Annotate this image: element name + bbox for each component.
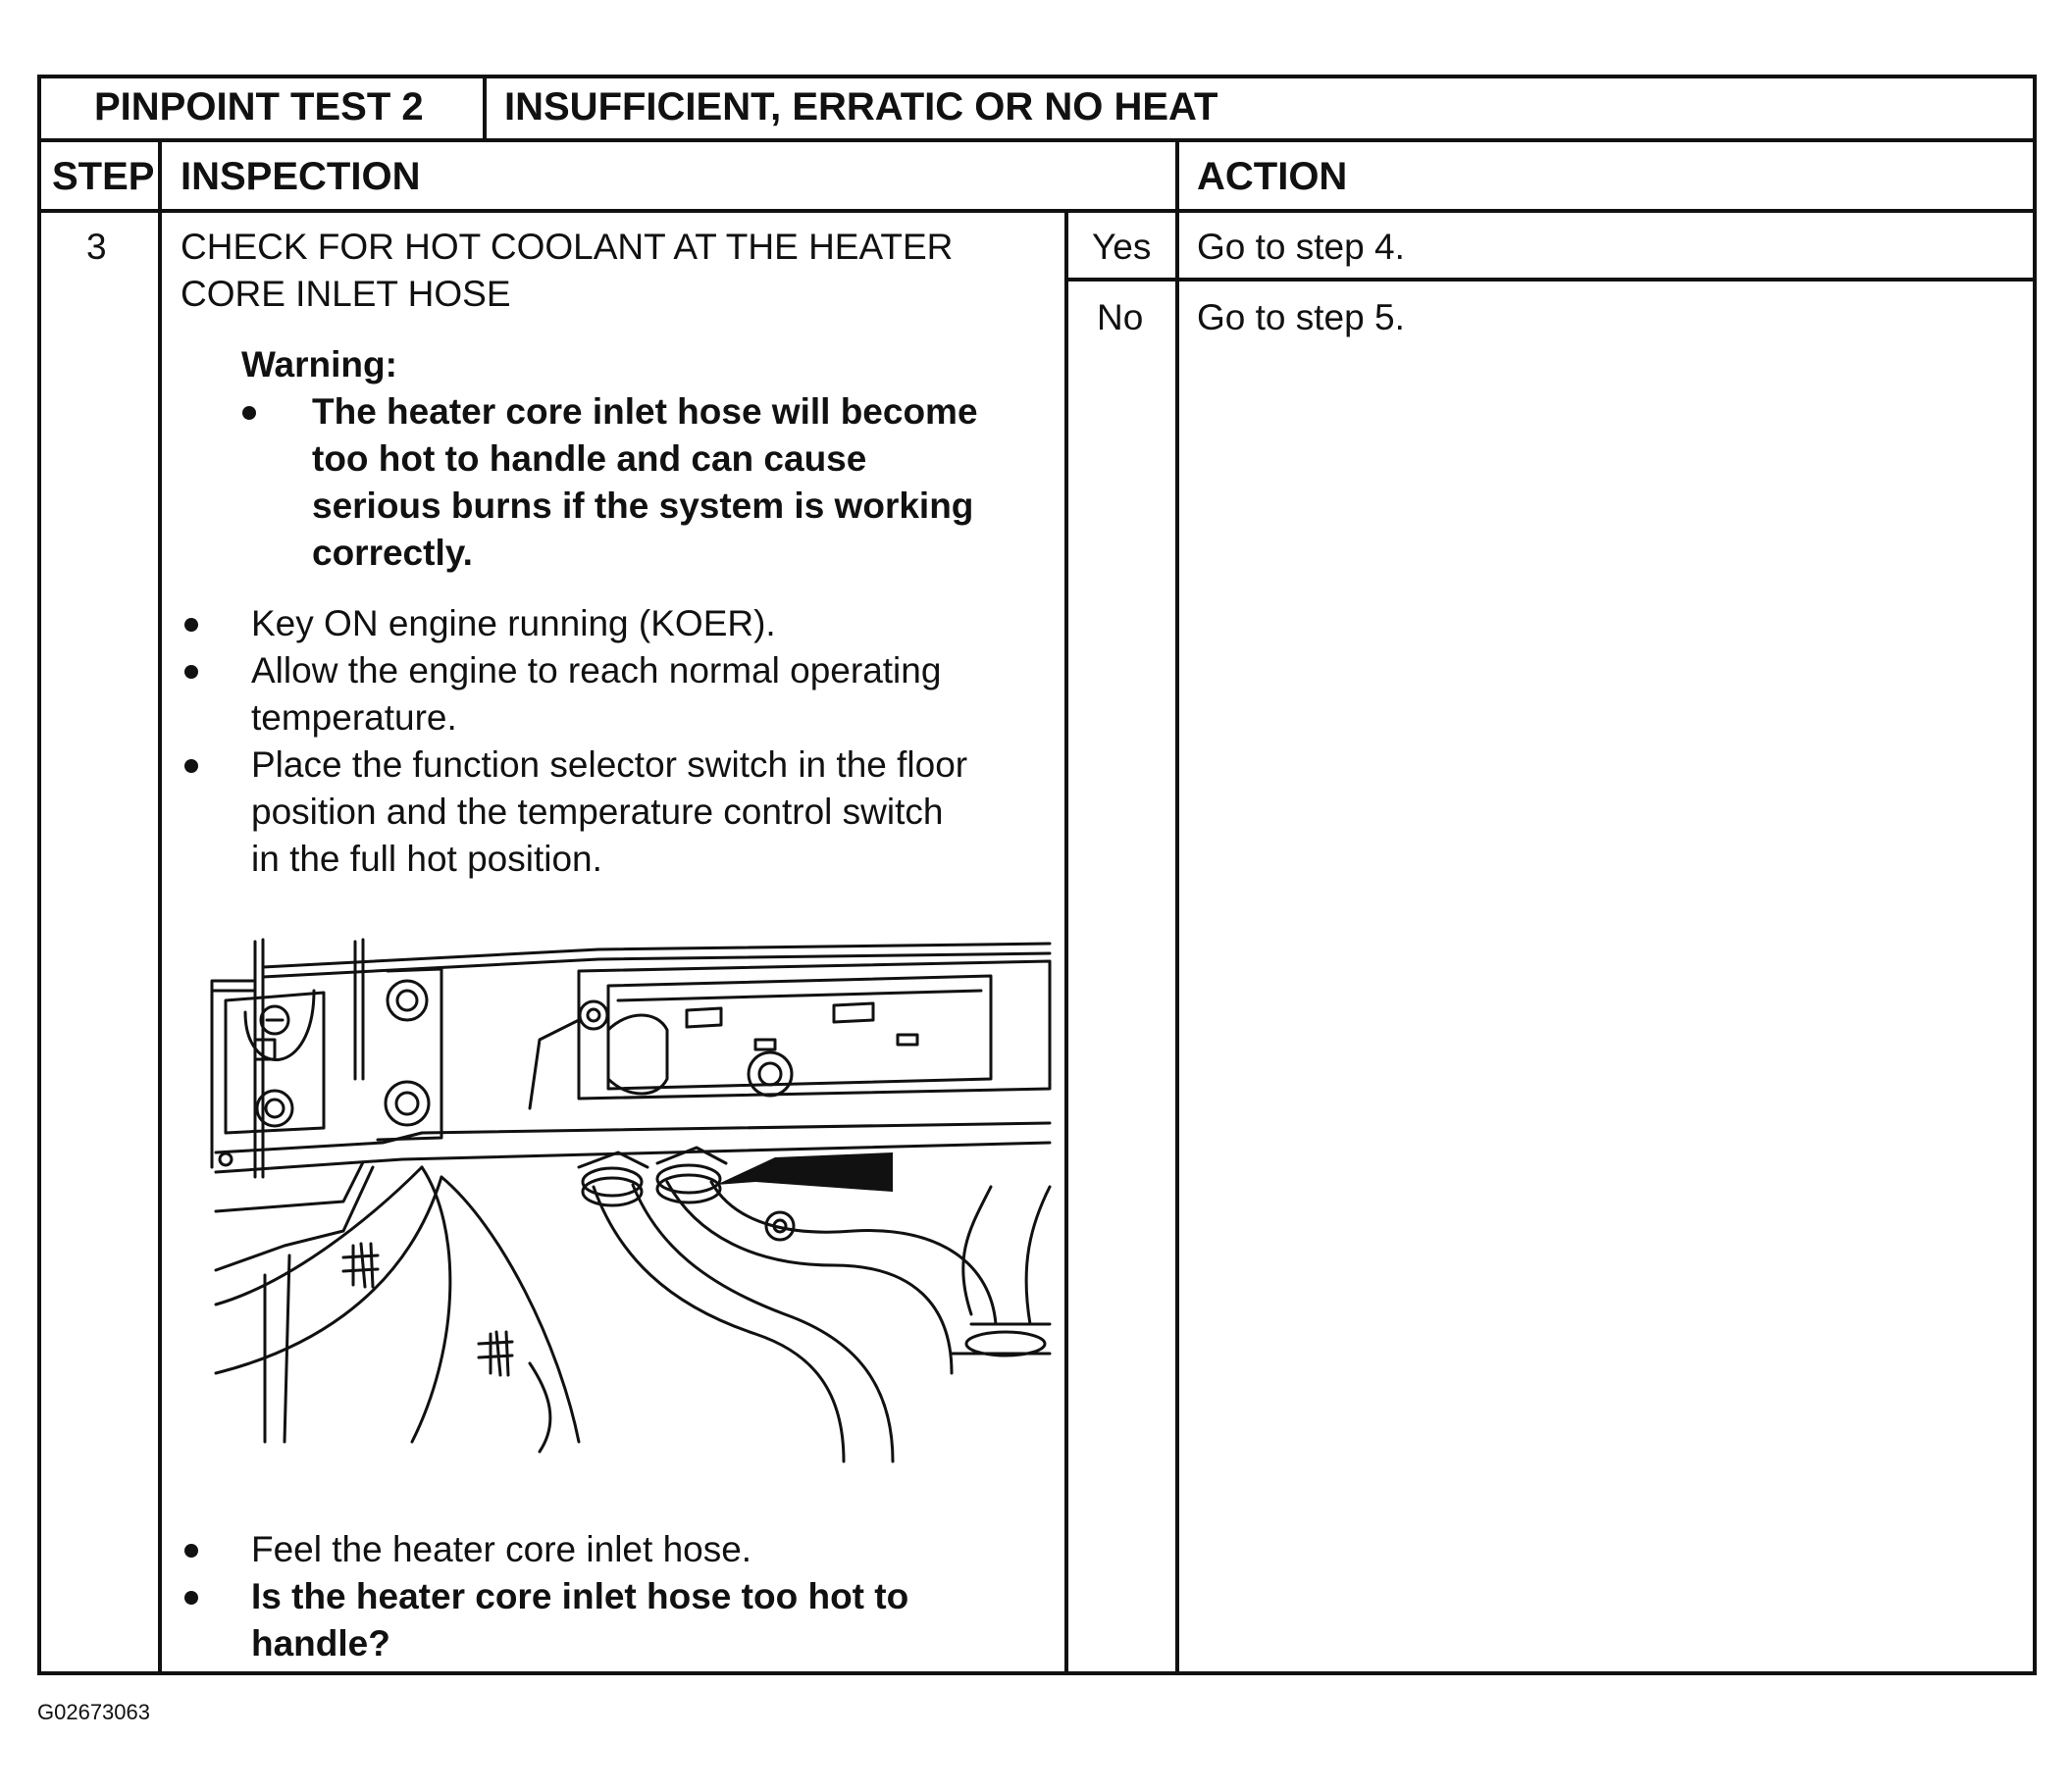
column-header-divider [37, 209, 2037, 213]
step-bullet [184, 665, 198, 679]
step-question-line: Is the heater core inlet hose too hot to [251, 1576, 909, 1616]
step-item-line: in the full hot position. [251, 839, 602, 879]
inspection-column-header: INSPECTION [181, 155, 421, 198]
warning-line: serious burns if the system is working [312, 486, 974, 526]
action-no: Go to step 5. [1197, 297, 1405, 337]
step-item-line: Key ON engine running (KOER). [251, 603, 776, 643]
yes-row-divider [1064, 278, 2037, 281]
step-question-line: handle? [251, 1623, 390, 1663]
test-label: PINPOINT TEST 2 [94, 85, 424, 128]
figure-code: G02673063 [37, 1700, 150, 1724]
action-yes: Go to step 4. [1197, 227, 1405, 267]
warning-line: The heater core inlet hose will become [312, 391, 978, 432]
answer-column-divider [1064, 209, 1068, 1675]
action-column-header: ACTION [1197, 155, 1348, 198]
warning-bullet [242, 406, 256, 420]
check-title-line1: CHECK FOR HOT COOLANT AT THE HEATER [181, 227, 954, 267]
title-divider [483, 75, 487, 140]
step-bullet [184, 618, 198, 632]
step-item-line: Feel the heater core inlet hose. [251, 1529, 752, 1569]
step-item-line: temperature. [251, 697, 457, 738]
step-item-line: Allow the engine to reach normal operating [251, 650, 942, 691]
header-divider [37, 138, 2037, 142]
step-bullet [184, 759, 198, 773]
test-title: INSUFFICIENT, ERRATIC OR NO HEAT [504, 85, 1218, 128]
step-item-line: position and the temperature control switch [251, 792, 944, 832]
warning-label: Warning: [241, 344, 397, 384]
warning-line: too hot to handle and can cause [312, 438, 867, 479]
step-number: 3 [86, 227, 107, 267]
action-column-divider [1175, 138, 1179, 1675]
check-title-line2: CORE INLET HOSE [181, 274, 511, 314]
step-bullet [184, 1591, 198, 1605]
step-column-divider [158, 138, 162, 1675]
step-column-header: STEP [52, 155, 155, 198]
answer-yes: Yes [1092, 227, 1152, 267]
answer-no: No [1097, 297, 1144, 337]
heater-hose-illustration [206, 932, 1060, 1476]
step-bullet [184, 1544, 198, 1558]
warning-line: correctly. [312, 533, 473, 573]
step-item-line: Place the function selector switch in the floor [251, 744, 968, 785]
